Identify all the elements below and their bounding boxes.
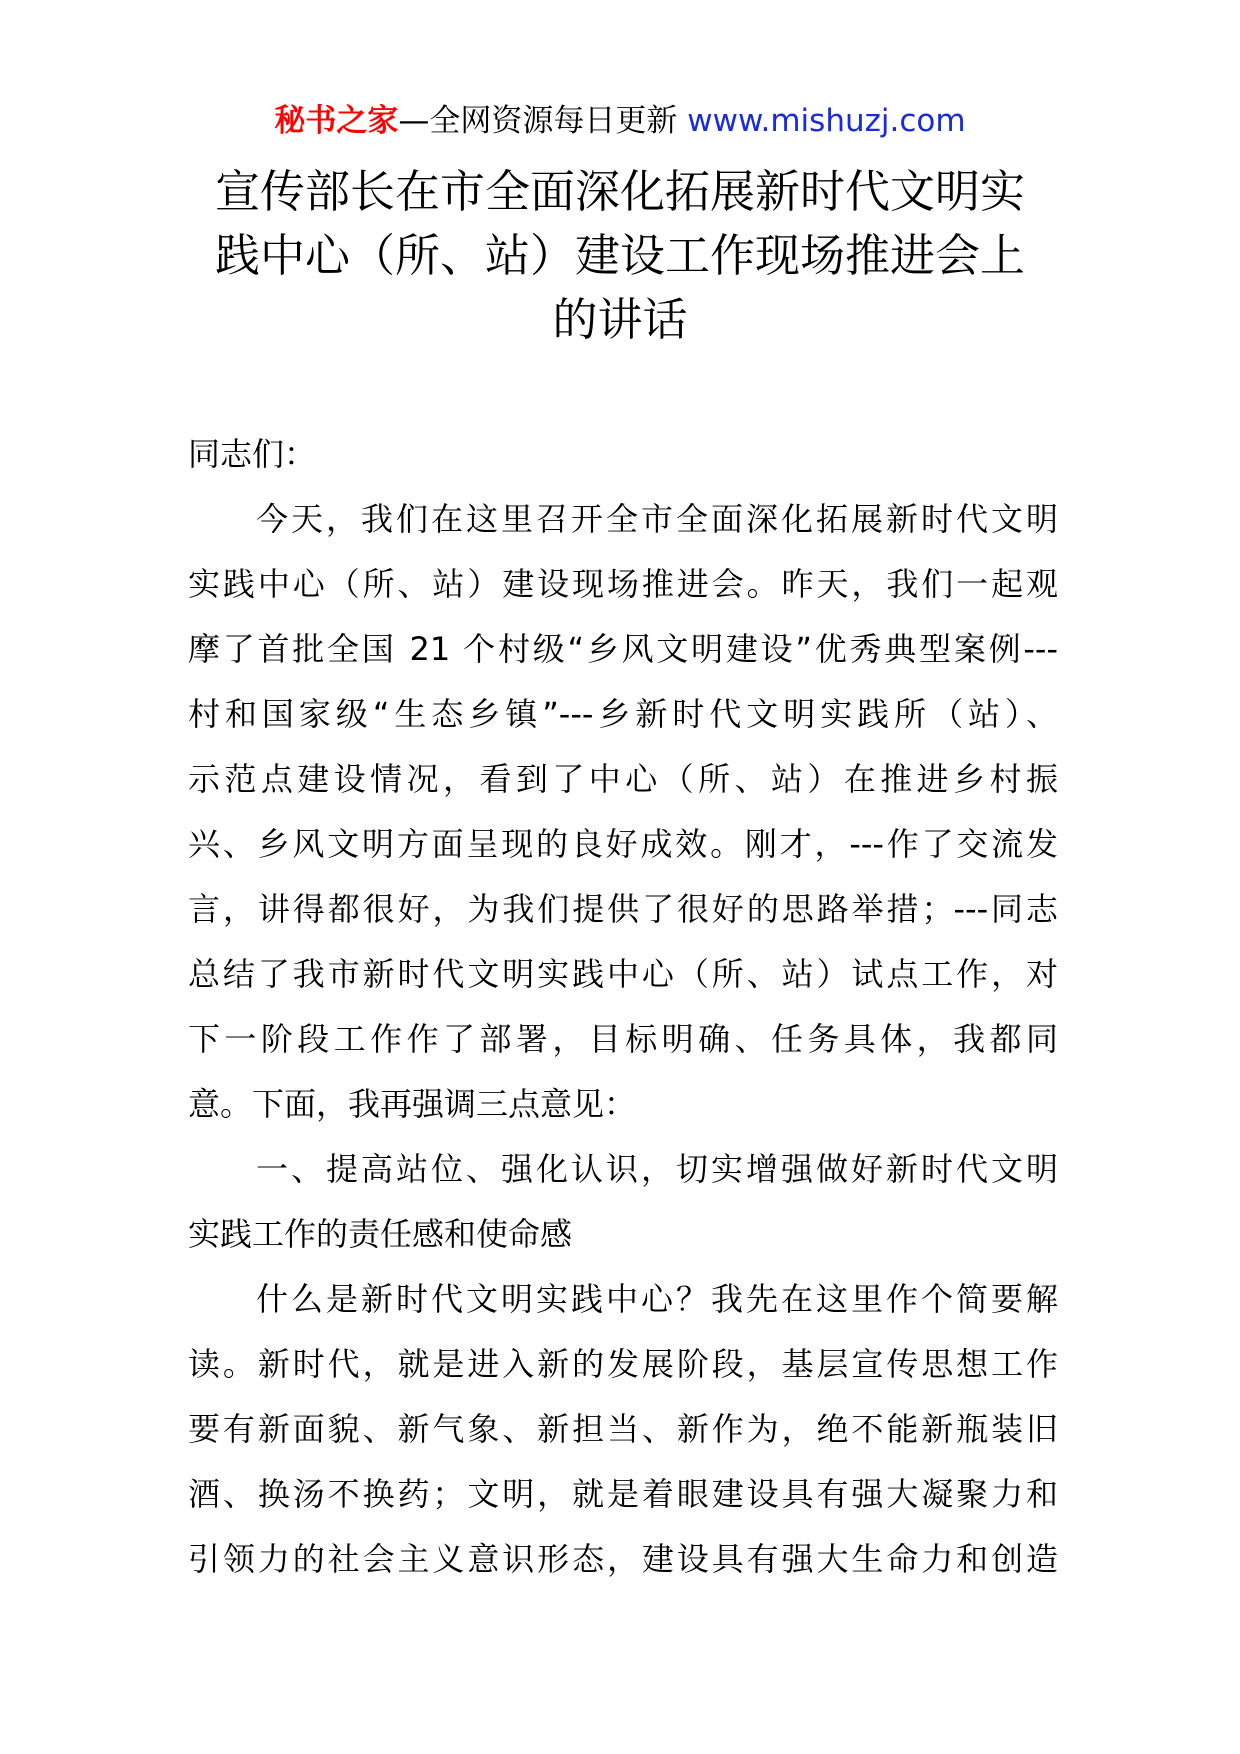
body-line: 读。新时代，就是进入新的发展阶段，基层宣传思想工作 bbox=[188, 1345, 1058, 1383]
body-line: 示范点建设情况，看到了中心（所、站）在推进乡村振 bbox=[188, 760, 1058, 798]
body-line: 引领力的社会主义意识形态，建设具有强大生命力和创造 bbox=[188, 1540, 1058, 1578]
brand-name: 秘书之家 bbox=[274, 103, 399, 139]
salutation: 同志们： bbox=[188, 435, 317, 473]
body-line: 摩了首批全国 21 个村级“乡风文明建设”优秀典型案例--- bbox=[188, 630, 1058, 668]
title-line: 宣传部长在市全面深化拓展新时代文明实 bbox=[214, 165, 1025, 218]
body-line: 村和国家级“生态乡镇”---乡新时代文明实践所（站）、 bbox=[188, 695, 1058, 733]
body-line: 今天，我们在这里召开全市全面深化拓展新时代文明 bbox=[256, 500, 1058, 538]
body-line: 言，讲得都很好，为我们提供了很好的思路举措；---同志 bbox=[188, 890, 1058, 928]
body-line: 下一阶段工作作了部署，目标明确、任务具体，我都同 bbox=[188, 1020, 1058, 1058]
section-heading-line: 实践工作的责任感和使命感 bbox=[188, 1215, 573, 1253]
body-line: 总结了我市新时代文明实践中心（所、站）试点工作，对 bbox=[188, 955, 1058, 993]
body-line: 实践中心（所、站）建设现场推进会。昨天，我们一起观 bbox=[188, 565, 1058, 603]
body-line: 意。下面，我再强调三点意见： bbox=[188, 1085, 637, 1123]
document-title bbox=[190, 160, 1050, 352]
body-line: 要有新面貌、新气象、新担当、新作为，绝不能新瓶装旧 bbox=[188, 1410, 1058, 1448]
document-body bbox=[188, 422, 1058, 1592]
title-line: 践中心（所、站）建设工作现场推进会上 bbox=[214, 229, 1025, 282]
body-line: 什么是新时代文明实践中心？我先在这里作个简要解 bbox=[256, 1280, 1058, 1318]
site-tagline: —全网资源每日更新 bbox=[398, 103, 678, 139]
title-line: 的讲话 bbox=[552, 293, 688, 346]
body-line: 酒、换汤不换药；文明，就是着眼建设具有强大凝聚力和 bbox=[188, 1475, 1058, 1513]
body-line: 兴、乡风文明方面呈现的良好成效。刚才，---作了交流发 bbox=[188, 825, 1058, 863]
section-heading-line: 一、提高站位、强化认识，切实增强做好新时代文明 bbox=[256, 1150, 1058, 1188]
site-url: www.mishuzj.com bbox=[687, 103, 966, 139]
site-header bbox=[0, 96, 1240, 146]
